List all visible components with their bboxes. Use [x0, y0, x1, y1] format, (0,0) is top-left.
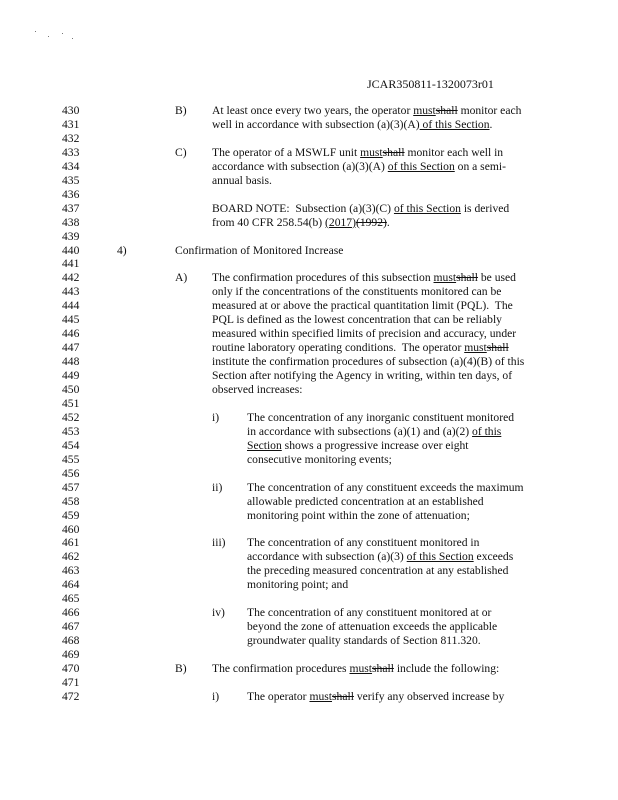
line-text	[212, 118, 492, 132]
scan-speck	[62, 33, 63, 34]
line-number: 434	[62, 159, 80, 173]
inserted-text: must	[413, 104, 436, 117]
line-number: 468	[62, 634, 80, 648]
line-number: 433	[62, 145, 80, 159]
line-text	[247, 495, 484, 509]
document-line	[0, 146, 618, 160]
line-text	[212, 369, 512, 383]
inserted-text: Section	[247, 438, 282, 452]
line-number: 450	[62, 383, 80, 396]
document-id-header: JCAR350811-1320073r01	[367, 77, 494, 91]
document-line	[0, 271, 618, 285]
document-line	[0, 648, 618, 662]
line-number: 469	[62, 648, 80, 662]
line-text	[247, 509, 470, 523]
line-text	[212, 327, 516, 341]
document-line	[0, 230, 618, 244]
text-run: BOARD NOTE: Subsection (a)(3)(C)	[212, 201, 394, 215]
text-run: routine laboratory operating conditions. The operator	[212, 341, 465, 355]
line-text	[247, 481, 524, 495]
line-number: 460	[62, 522, 80, 536]
line-number: 449	[62, 369, 80, 383]
line-text	[212, 662, 499, 676]
text-run: monitor each	[457, 104, 522, 117]
document-line	[0, 690, 618, 704]
line-number: 472	[62, 689, 80, 703]
line-text	[212, 383, 302, 397]
deleted-text: shall	[372, 662, 394, 675]
document-line	[0, 453, 618, 467]
line-number: 446	[62, 327, 80, 341]
scan-speck	[48, 36, 49, 37]
text-run: accordance with subsection (a)(3)(A)	[212, 159, 388, 173]
line-number: 431	[62, 117, 80, 131]
line-number: 437	[62, 201, 80, 215]
document-line	[0, 355, 618, 369]
text-run: is derived	[460, 201, 510, 215]
text-run: monitoring point; and	[247, 578, 349, 592]
line-text	[212, 355, 524, 369]
subsection-label: i)	[212, 689, 220, 703]
subsection-label: i)	[212, 410, 220, 424]
line-number: 455	[62, 452, 80, 466]
text-run: The concentration of any inorganic constituent monitored	[247, 410, 515, 424]
document-line	[0, 132, 618, 146]
text-run: only if the concentrations of the constituents monitored can be	[212, 285, 502, 299]
document-line	[0, 341, 618, 355]
line-text	[212, 160, 506, 174]
subsection-label: 4)	[117, 243, 127, 257]
text-run: The confirmation procedures of this subsection	[212, 271, 434, 285]
line-number: 443	[62, 285, 80, 299]
inserted-text: (2017)	[325, 215, 356, 229]
line-number: 464	[62, 578, 80, 592]
inserted-text: must	[464, 341, 487, 355]
line-number: 456	[62, 466, 80, 480]
inserted-text: must	[309, 689, 333, 703]
line-text	[175, 244, 343, 258]
subsection-label: iii)	[212, 536, 226, 550]
line-text	[212, 146, 503, 160]
text-run: The concentration of any constituent monitored at or	[247, 606, 492, 620]
text-run: The operator	[247, 689, 310, 703]
inserted-text: of this Section	[406, 550, 474, 564]
document-line	[0, 244, 618, 258]
line-number: 454	[62, 438, 80, 452]
deleted-text: shall	[486, 341, 509, 355]
subsection-label: C)	[175, 145, 187, 159]
document-line	[0, 327, 618, 341]
deleted-text: shall	[456, 271, 478, 285]
line-number: 461	[62, 536, 80, 550]
document-line	[0, 620, 618, 634]
deleted-text: shall	[435, 104, 458, 117]
document-line	[0, 118, 618, 132]
text-run: be used	[477, 271, 516, 285]
text-run: Confirmation of Monitored Increase	[175, 243, 344, 257]
text-run: accordance with subsection (a)(3)	[247, 550, 407, 564]
document-line	[0, 509, 618, 523]
document-line	[0, 285, 618, 299]
document-line	[0, 536, 618, 550]
document-line	[0, 216, 618, 230]
deleted-text: shall	[382, 145, 405, 159]
line-number: 458	[62, 494, 80, 508]
document-line	[0, 188, 618, 202]
document-line	[0, 662, 618, 676]
text-run: observed increases:	[212, 383, 303, 396]
line-text	[247, 439, 469, 453]
text-run: PQL is defined as the lowest concentration that can be reliably	[212, 313, 502, 327]
text-run: verify any observed increase by	[353, 689, 505, 703]
inserted-text: must	[433, 271, 457, 285]
line-number: 471	[62, 675, 80, 689]
line-text	[212, 313, 502, 327]
line-number: 465	[62, 592, 80, 606]
line-text	[247, 690, 504, 704]
document-line	[0, 578, 618, 592]
text-run: monitoring point within the zone of attenuation;	[247, 508, 470, 522]
line-text	[247, 634, 481, 648]
document-line	[0, 257, 618, 271]
line-text	[212, 216, 390, 230]
document-line	[0, 564, 618, 578]
line-text	[212, 285, 501, 299]
text-run: groundwater quality standards of Section 811.320.	[247, 634, 481, 648]
text-run: institute the confirmation procedures of subsection (a)(4)(B) of this	[212, 355, 525, 369]
document-line	[0, 467, 618, 481]
text-run: The confirmation procedures	[212, 662, 350, 675]
document-line	[0, 299, 618, 313]
document-line	[0, 592, 618, 606]
document-line	[0, 104, 618, 118]
line-number: 435	[62, 173, 80, 187]
text-run: the preceding measured concentration at any established	[247, 564, 509, 578]
line-number: 438	[62, 215, 80, 229]
line-number: 430	[62, 104, 80, 117]
line-number: 467	[62, 620, 80, 634]
line-text	[247, 550, 513, 564]
line-text	[247, 578, 348, 592]
line-number: 440	[62, 243, 80, 257]
inserted-text: of this Section	[419, 117, 490, 131]
text-run: beyond the zone of attenuation exceeds the applicable	[247, 620, 498, 634]
inserted-text: of this	[472, 424, 502, 438]
text-run: shows a progressive increase over eight	[281, 438, 469, 452]
text-run: allowable predicted concentration at an established	[247, 494, 484, 508]
document-line	[0, 634, 618, 648]
line-text	[212, 271, 516, 285]
line-number: 466	[62, 606, 80, 620]
line-number: 445	[62, 313, 80, 327]
subsection-label: iv)	[212, 606, 225, 620]
text-run: The operator of a MSWLF unit	[212, 145, 361, 159]
document-line	[0, 383, 618, 397]
document-line	[0, 160, 618, 174]
text-run: measured within specified limits of precision and accuracy, under	[212, 327, 517, 341]
line-number: 441	[62, 257, 80, 271]
text-run: measured at or above the practical quantitation limit (PQL). The	[212, 299, 513, 313]
inserted-text: must	[349, 662, 373, 675]
text-run: .	[386, 215, 390, 229]
inserted-text: must	[360, 145, 383, 159]
line-number: 470	[62, 662, 80, 675]
document-line	[0, 411, 618, 425]
document-line	[0, 313, 618, 327]
scan-speck	[72, 38, 73, 39]
document-line	[0, 523, 618, 537]
line-text	[247, 620, 497, 634]
line-number: 452	[62, 410, 80, 424]
text-run: consecutive monitoring events;	[247, 452, 392, 466]
text-run: annual basis.	[212, 173, 272, 187]
text-run: include the following:	[393, 662, 500, 675]
text-run: monitor each well in	[404, 145, 504, 159]
line-text	[247, 425, 501, 439]
text-run: .	[489, 117, 493, 131]
line-number: 439	[62, 229, 80, 243]
line-text	[212, 299, 513, 313]
line-text	[212, 341, 509, 355]
text-run: Section after notifying the Agency in writing, within ten days, of	[212, 369, 513, 383]
text-run: The concentration of any constituent monitored in	[247, 536, 480, 550]
line-number: 444	[62, 299, 80, 313]
line-text	[212, 104, 521, 118]
subsection-label: B)	[175, 104, 187, 117]
line-text	[247, 606, 491, 620]
document-line	[0, 174, 618, 188]
text-run: At least once every two years, the operator	[212, 104, 414, 117]
text-run: exceeds	[473, 550, 514, 564]
document-line	[0, 481, 618, 495]
document-line	[0, 606, 618, 620]
subsection-label: A)	[175, 271, 188, 285]
text-run: in accordance with subsections (a)(1) and (a)(2)	[247, 424, 473, 438]
document-line	[0, 397, 618, 411]
line-text	[247, 411, 514, 425]
line-number: 463	[62, 564, 80, 578]
text-run: well in accordance with subsection (a)(3)(A)	[212, 117, 420, 131]
document-line	[0, 369, 618, 383]
line-number: 448	[62, 355, 80, 369]
document-line	[0, 676, 618, 690]
text-run: on a semi-	[454, 159, 506, 173]
line-number: 457	[62, 480, 80, 494]
text-run: from 40 CFR 258.54(b)	[212, 215, 326, 229]
document-line	[0, 495, 618, 509]
subsection-label: ii)	[212, 480, 223, 494]
line-number: 436	[62, 187, 80, 201]
document-line	[0, 439, 618, 453]
document-line	[0, 425, 618, 439]
document-line	[0, 550, 618, 564]
text-run: The concentration of any constituent exceeds the maximum	[247, 480, 524, 494]
line-number: 459	[62, 508, 80, 522]
document-line	[0, 202, 618, 216]
line-number: 462	[62, 550, 80, 564]
deleted-text: (1992)	[355, 215, 387, 229]
line-number: 442	[62, 271, 80, 285]
line-text	[247, 536, 479, 550]
line-number: 451	[62, 396, 80, 410]
inserted-text: of this Section	[393, 201, 461, 215]
line-text	[212, 202, 509, 216]
deleted-text: shall	[332, 689, 354, 703]
line-text	[247, 564, 508, 578]
inserted-text: of this Section	[387, 159, 455, 173]
line-number: 447	[62, 341, 80, 355]
subsection-label: B)	[175, 662, 187, 675]
line-text	[212, 174, 272, 188]
line-number: 432	[62, 131, 80, 145]
line-text	[247, 453, 392, 467]
scan-speck	[35, 31, 36, 32]
line-number: 453	[62, 424, 80, 438]
